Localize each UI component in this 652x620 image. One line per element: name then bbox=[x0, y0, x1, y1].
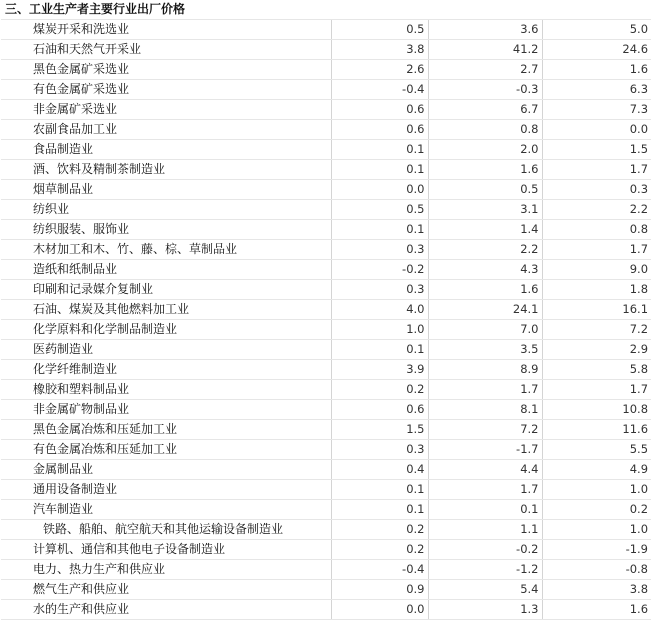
table-row bbox=[1, 480, 651, 500]
table-row bbox=[1, 100, 651, 120]
value-cell-col3: 1.5 bbox=[542, 140, 651, 160]
value-cell-col2: 3.5 bbox=[428, 340, 542, 360]
industry-name-cell: 非金属矿物制品业 bbox=[1, 400, 331, 420]
value-cell-col2: 6.7 bbox=[428, 100, 542, 120]
table-row bbox=[1, 580, 651, 600]
value-cell-col2: -1.7 bbox=[428, 440, 542, 460]
value-cell-col3: 5.8 bbox=[542, 360, 651, 380]
value-cell-col1: -0.2 bbox=[331, 260, 428, 280]
industry-name-cell: 橡胶和塑料制品业 bbox=[1, 380, 331, 400]
table-row bbox=[1, 260, 651, 280]
table-row bbox=[1, 240, 651, 260]
value-cell-col3: 4.9 bbox=[542, 460, 651, 480]
table-row bbox=[1, 140, 651, 160]
table-row bbox=[1, 280, 651, 300]
value-cell-col2: 7.2 bbox=[428, 420, 542, 440]
value-cell-col1: 0.1 bbox=[331, 160, 428, 180]
table-row bbox=[1, 500, 651, 520]
industry-name-cell: 金属制品业 bbox=[1, 460, 331, 480]
section-header-row bbox=[1, 0, 651, 20]
value-cell-col2: 1.6 bbox=[428, 160, 542, 180]
value-cell-col3: -0.8 bbox=[542, 560, 651, 580]
value-cell-col1: 0.5 bbox=[331, 200, 428, 220]
table-row bbox=[1, 180, 651, 200]
industry-name-cell: 食品制造业 bbox=[1, 140, 331, 160]
industry-name-cell: 黑色金属冶炼和压延加工业 bbox=[1, 420, 331, 440]
table-row bbox=[1, 340, 651, 360]
value-cell-col2: 8.9 bbox=[428, 360, 542, 380]
industry-name-cell: 石油和天然气开采业 bbox=[1, 40, 331, 60]
value-cell-col2: 3.6 bbox=[428, 20, 542, 40]
value-cell-col3: 1.7 bbox=[542, 160, 651, 180]
value-cell-col3: 2.2 bbox=[542, 200, 651, 220]
table-row bbox=[1, 360, 651, 380]
industry-name-cell: 非金属矿采选业 bbox=[1, 100, 331, 120]
value-cell-col3: 1.7 bbox=[542, 380, 651, 400]
value-cell-col1: 0.1 bbox=[331, 340, 428, 360]
value-cell-col2: 0.1 bbox=[428, 500, 542, 520]
value-cell-col3: 24.6 bbox=[542, 40, 651, 60]
value-cell-col3: 11.6 bbox=[542, 420, 651, 440]
value-cell-col2: -0.2 bbox=[428, 540, 542, 560]
industry-name-cell: 有色金属冶炼和压延加工业 bbox=[1, 440, 331, 460]
industry-name-cell: 纺织服装、服饰业 bbox=[1, 220, 331, 240]
value-cell-col1: 4.0 bbox=[331, 300, 428, 320]
value-cell-col1: 0.2 bbox=[331, 380, 428, 400]
table-row bbox=[1, 320, 651, 340]
industry-name-cell: 印刷和记录媒介复制业 bbox=[1, 280, 331, 300]
table-row bbox=[1, 300, 651, 320]
value-cell-col1: -0.4 bbox=[331, 560, 428, 580]
value-cell-col2: 2.0 bbox=[428, 140, 542, 160]
table-row bbox=[1, 220, 651, 240]
value-cell-col2: 8.1 bbox=[428, 400, 542, 420]
value-cell-col1: 0.1 bbox=[331, 500, 428, 520]
value-cell-col2: 1.6 bbox=[428, 280, 542, 300]
table-row bbox=[1, 120, 651, 140]
value-cell-col1: 0.3 bbox=[331, 240, 428, 260]
industry-name-cell: 电力、热力生产和供应业 bbox=[1, 560, 331, 580]
table-row bbox=[1, 400, 651, 420]
table-row bbox=[1, 40, 651, 60]
table-row bbox=[1, 440, 651, 460]
value-cell-col1: 0.2 bbox=[331, 540, 428, 560]
value-cell-col3: 1.0 bbox=[542, 520, 651, 540]
industry-name-cell: 煤炭开采和洗选业 bbox=[1, 20, 331, 40]
industry-name-cell: 化学纤维制造业 bbox=[1, 360, 331, 380]
value-cell-col3: 7.3 bbox=[542, 100, 651, 120]
value-cell-col1: 0.6 bbox=[331, 100, 428, 120]
industry-name-cell: 黑色金属矿采选业 bbox=[1, 60, 331, 80]
industry-name-cell: 化学原料和化学制品制造业 bbox=[1, 320, 331, 340]
value-cell-col1: 0.1 bbox=[331, 220, 428, 240]
value-cell-col2: 1.4 bbox=[428, 220, 542, 240]
industry-name-cell: 汽车制造业 bbox=[1, 500, 331, 520]
value-cell-col2: 4.4 bbox=[428, 460, 542, 480]
value-cell-col1: 3.9 bbox=[331, 360, 428, 380]
value-cell-col3: 1.6 bbox=[542, 60, 651, 80]
price-table-body bbox=[1, 0, 651, 620]
value-cell-col1: 1.5 bbox=[331, 420, 428, 440]
industry-name-cell: 木材加工和木、竹、藤、棕、草制品业 bbox=[1, 240, 331, 260]
industry-name-cell: 有色金属矿采选业 bbox=[1, 80, 331, 100]
value-cell-col1: 3.8 bbox=[331, 40, 428, 60]
value-cell-col2: 5.4 bbox=[428, 580, 542, 600]
value-cell-col3: -1.9 bbox=[542, 540, 651, 560]
value-cell-col3: 0.8 bbox=[542, 220, 651, 240]
value-cell-col3: 9.0 bbox=[542, 260, 651, 280]
value-cell-col2: -1.2 bbox=[428, 560, 542, 580]
value-cell-col2: 0.8 bbox=[428, 120, 542, 140]
table-row bbox=[1, 560, 651, 580]
value-cell-col3: 0.2 bbox=[542, 500, 651, 520]
value-cell-col3: 0.0 bbox=[542, 120, 651, 140]
value-cell-col3: 6.3 bbox=[542, 80, 651, 100]
value-cell-col3: 16.1 bbox=[542, 300, 651, 320]
table-row bbox=[1, 380, 651, 400]
value-cell-col1: -0.4 bbox=[331, 80, 428, 100]
value-cell-col2: 3.1 bbox=[428, 200, 542, 220]
industry-name-cell: 通用设备制造业 bbox=[1, 480, 331, 500]
industry-name-cell: 酒、饮料及精制茶制造业 bbox=[1, 160, 331, 180]
value-cell-col1: 1.0 bbox=[331, 320, 428, 340]
industry-name-cell: 计算机、通信和其他电子设备制造业 bbox=[1, 540, 331, 560]
value-cell-col3: 0.3 bbox=[542, 180, 651, 200]
value-cell-col1: 0.2 bbox=[331, 520, 428, 540]
price-table bbox=[1, 0, 651, 620]
value-cell-col2: 24.1 bbox=[428, 300, 542, 320]
value-cell-col2: -0.3 bbox=[428, 80, 542, 100]
value-cell-col1: 0.3 bbox=[331, 280, 428, 300]
value-cell-col1: 0.6 bbox=[331, 400, 428, 420]
value-cell-col1: 0.0 bbox=[331, 600, 428, 620]
value-cell-col2: 0.5 bbox=[428, 180, 542, 200]
value-cell-col3: 5.0 bbox=[542, 20, 651, 40]
value-cell-col1: 0.6 bbox=[331, 120, 428, 140]
value-cell-col3: 1.8 bbox=[542, 280, 651, 300]
industry-name-cell: 医药制造业 bbox=[1, 340, 331, 360]
table-row bbox=[1, 60, 651, 80]
value-cell-col1: 0.9 bbox=[331, 580, 428, 600]
value-cell-col3: 2.9 bbox=[542, 340, 651, 360]
value-cell-col3: 1.6 bbox=[542, 600, 651, 620]
value-cell-col3: 3.8 bbox=[542, 580, 651, 600]
industry-name-cell: 造纸和纸制品业 bbox=[1, 260, 331, 280]
table-row bbox=[1, 80, 651, 100]
table-row bbox=[1, 200, 651, 220]
value-cell-col2: 1.3 bbox=[428, 600, 542, 620]
value-cell-col3: 7.2 bbox=[542, 320, 651, 340]
value-cell-col3: 1.0 bbox=[542, 480, 651, 500]
value-cell-col3: 10.8 bbox=[542, 400, 651, 420]
value-cell-col1: 2.6 bbox=[331, 60, 428, 80]
value-cell-col2: 1.7 bbox=[428, 480, 542, 500]
table-row bbox=[1, 460, 651, 480]
table-row bbox=[1, 20, 651, 40]
table-row bbox=[1, 520, 651, 540]
value-cell-col2: 4.3 bbox=[428, 260, 542, 280]
value-cell-col3: 5.5 bbox=[542, 440, 651, 460]
value-cell-col2: 41.2 bbox=[428, 40, 542, 60]
industry-name-cell: 烟草制品业 bbox=[1, 180, 331, 200]
table-row bbox=[1, 420, 651, 440]
value-cell-col3: 1.7 bbox=[542, 240, 651, 260]
value-cell-col2: 7.0 bbox=[428, 320, 542, 340]
industry-name-cell: 燃气生产和供应业 bbox=[1, 580, 331, 600]
industry-name-cell: 农副食品加工业 bbox=[1, 120, 331, 140]
value-cell-col1: 0.3 bbox=[331, 440, 428, 460]
industry-name-cell: 铁路、船舶、航空航天和其他运输设备制造业 bbox=[1, 520, 331, 540]
industry-name-cell: 水的生产和供应业 bbox=[1, 600, 331, 620]
value-cell-col1: 0.0 bbox=[331, 180, 428, 200]
table-row bbox=[1, 540, 651, 560]
section-title: 三、工业生产者主要行业出厂价格 bbox=[1, 0, 651, 20]
industry-name-cell: 纺织业 bbox=[1, 200, 331, 220]
table-row bbox=[1, 160, 651, 180]
industry-name-cell: 石油、煤炭及其他燃料加工业 bbox=[1, 300, 331, 320]
value-cell-col1: 0.1 bbox=[331, 480, 428, 500]
value-cell-col1: 0.4 bbox=[331, 460, 428, 480]
value-cell-col2: 1.7 bbox=[428, 380, 542, 400]
value-cell-col1: 0.5 bbox=[331, 20, 428, 40]
value-cell-col2: 1.1 bbox=[428, 520, 542, 540]
value-cell-col2: 2.7 bbox=[428, 60, 542, 80]
value-cell-col2: 2.2 bbox=[428, 240, 542, 260]
table-row bbox=[1, 600, 651, 620]
value-cell-col1: 0.1 bbox=[331, 140, 428, 160]
